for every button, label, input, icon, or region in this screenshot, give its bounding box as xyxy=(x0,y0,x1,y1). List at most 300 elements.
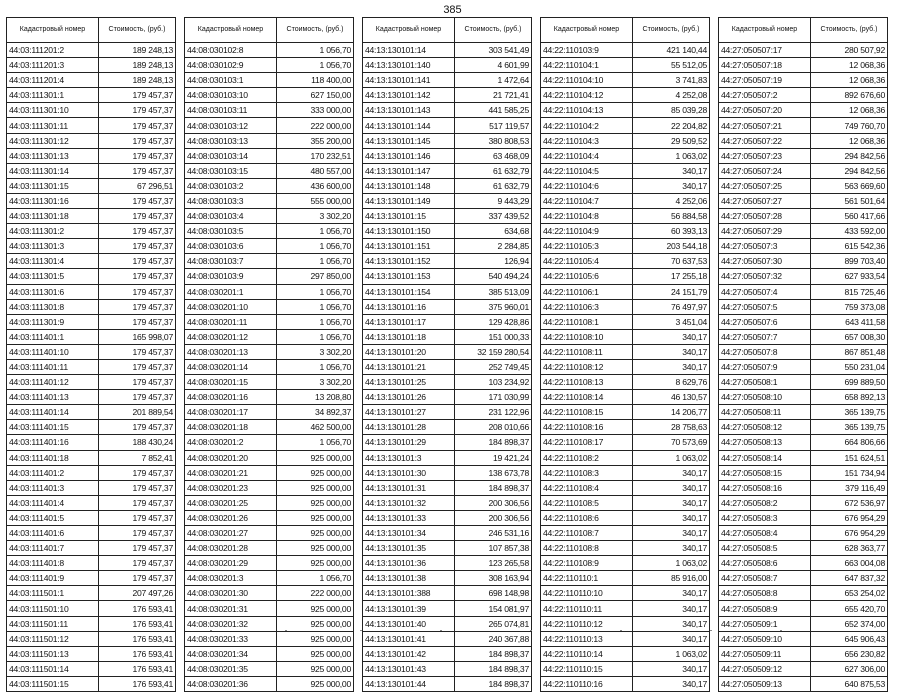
cadastral-number-cell: 44:22:110110:12 xyxy=(541,616,633,631)
cadastral-number-cell: 44:22:110105:6 xyxy=(541,269,633,284)
cadastral-number-cell: 44:27:050508:1 xyxy=(719,375,811,390)
cost-cell: 925 000,00 xyxy=(277,676,354,691)
table-row xyxy=(541,284,710,299)
table-row xyxy=(185,58,354,73)
table-row xyxy=(185,661,354,676)
cost-cell: 4 252,06 xyxy=(633,193,710,208)
cadastral-number-cell: 44:03:111301:12 xyxy=(7,133,99,148)
cost-cell: 925 000,00 xyxy=(277,480,354,495)
cadastral-number-cell: 44:03:111501:12 xyxy=(7,631,99,646)
cost-cell: 1 056,70 xyxy=(277,239,354,254)
cost-cell: 179 457,37 xyxy=(99,495,176,510)
cadastral-number-cell: 44:03:111201:2 xyxy=(7,43,99,58)
cadastral-number-cell: 44:22:110108:3 xyxy=(541,465,633,480)
table-row xyxy=(185,405,354,420)
cost-cell: 2 284,85 xyxy=(455,239,532,254)
cadastral-number-cell: 44:08:030103:5 xyxy=(185,224,277,239)
cadastral-number-cell: 44:08:030201:20 xyxy=(185,450,277,465)
cadastral-number-cell: 44:13:130101:43 xyxy=(363,661,455,676)
table-row xyxy=(7,465,176,480)
table-row xyxy=(363,88,532,103)
cadastral-number-cell: 44:27:050508:3 xyxy=(719,510,811,525)
cost-cell: 67 296,51 xyxy=(99,178,176,193)
table-row xyxy=(541,435,710,450)
cost-cell: 12 068,36 xyxy=(811,133,888,148)
cost-cell: 176 593,41 xyxy=(99,601,176,616)
cost-cell: 333 000,00 xyxy=(277,103,354,118)
cost-cell: 925 000,00 xyxy=(277,526,354,541)
cost-cell: 294 842,56 xyxy=(811,148,888,163)
cadastral-number-cell: 44:03:111401:7 xyxy=(7,541,99,556)
cost-cell: 749 760,70 xyxy=(811,118,888,133)
cadastral-number-cell: 44:08:030103:6 xyxy=(185,239,277,254)
table-row xyxy=(185,88,354,103)
cost-cell: 34 892,37 xyxy=(277,405,354,420)
cadastral-number-cell: 44:22:110108:17 xyxy=(541,435,633,450)
cost-cell: 28 758,63 xyxy=(633,420,710,435)
cadastral-number-cell: 44:22:110108:8 xyxy=(541,541,633,556)
table-row xyxy=(7,148,176,163)
cadastral-number-cell: 44:08:030103:11 xyxy=(185,103,277,118)
cost-cell: 655 420,70 xyxy=(811,601,888,616)
cadastral-number-cell: 44:08:030201:14 xyxy=(185,359,277,374)
table-row xyxy=(7,193,176,208)
cost-cell: 925 000,00 xyxy=(277,661,354,676)
table-row xyxy=(185,148,354,163)
table-row xyxy=(7,163,176,178)
cadastral-number-cell: 44:27:050507:9 xyxy=(719,359,811,374)
cadastral-number-cell: 44:27:050508:13 xyxy=(719,435,811,450)
table-row xyxy=(185,646,354,661)
cost-cell: 867 851,48 xyxy=(811,344,888,359)
cadastral-number-cell: 44:27:050507:5 xyxy=(719,299,811,314)
table-row xyxy=(719,541,888,556)
cost-cell: 480 557,00 xyxy=(277,163,354,178)
table-row xyxy=(719,556,888,571)
cost-cell: 1 056,70 xyxy=(277,254,354,269)
cadastral-number-cell: 44:08:030201:25 xyxy=(185,495,277,510)
table-row xyxy=(7,616,176,631)
cadastral-number-cell: 44:03:111301:13 xyxy=(7,148,99,163)
table-row xyxy=(719,299,888,314)
cadastral-number-cell: 44:22:110103:9 xyxy=(541,43,633,58)
cadastral-number-cell: 44:22:110108:6 xyxy=(541,510,633,525)
table-row xyxy=(541,465,710,480)
cadastral-number-cell: 44:22:110106:3 xyxy=(541,299,633,314)
table-row xyxy=(719,526,888,541)
table-row xyxy=(363,224,532,239)
table-header-row xyxy=(185,18,354,43)
table-row xyxy=(541,133,710,148)
cost-cell: 815 725,46 xyxy=(811,284,888,299)
table-row xyxy=(541,586,710,601)
table-row xyxy=(719,209,888,224)
cadastral-number-cell: 44:27:050507:3 xyxy=(719,239,811,254)
cadastral-number-cell: 44:22:110104:4 xyxy=(541,148,633,163)
cost-cell: 340,17 xyxy=(633,495,710,510)
cadastral-number-cell: 44:13:130101:39 xyxy=(363,601,455,616)
cadastre-table-1 xyxy=(6,17,176,692)
header-cost: Стоимость, (руб.) xyxy=(633,18,710,43)
cost-cell: 4 601,99 xyxy=(455,58,532,73)
cadastral-number-cell: 44:27:050509:11 xyxy=(719,646,811,661)
cost-cell: 433 592,00 xyxy=(811,224,888,239)
cost-cell: 656 230,82 xyxy=(811,646,888,661)
cadastral-number-cell: 44:08:030103:1 xyxy=(185,73,277,88)
cadastral-number-cell: 44:03:111301:10 xyxy=(7,103,99,118)
cost-cell: 647 837,32 xyxy=(811,571,888,586)
cost-cell: 925 000,00 xyxy=(277,556,354,571)
cadastral-number-cell: 44:13:130101:153 xyxy=(363,269,455,284)
table-row xyxy=(719,193,888,208)
cost-cell: 29 509,52 xyxy=(633,133,710,148)
cost-cell: 925 000,00 xyxy=(277,541,354,556)
cadastral-number-cell: 44:27:050508:15 xyxy=(719,465,811,480)
table-row xyxy=(541,103,710,118)
cadastral-number-cell: 44:03:111501:13 xyxy=(7,646,99,661)
table-row xyxy=(541,148,710,163)
cost-cell: 925 000,00 xyxy=(277,631,354,646)
table-row xyxy=(363,526,532,541)
header-cadastral-number: Кадастровый номер xyxy=(7,18,99,43)
table-row xyxy=(185,209,354,224)
cost-cell: 1 056,70 xyxy=(277,43,354,58)
cadastral-number-cell: 44:13:130101:17 xyxy=(363,314,455,329)
cadastral-number-cell: 44:13:130101:36 xyxy=(363,556,455,571)
table-row xyxy=(185,601,354,616)
table-row xyxy=(363,435,532,450)
table-row xyxy=(7,73,176,88)
cadastral-number-cell: 44:03:111401:13 xyxy=(7,390,99,405)
cadastral-number-cell: 44:22:110104:3 xyxy=(541,133,633,148)
table-row xyxy=(185,43,354,58)
cost-cell: 76 497,97 xyxy=(633,299,710,314)
cadastral-number-cell: 44:08:030201:26 xyxy=(185,510,277,525)
table-row xyxy=(7,435,176,450)
table-row xyxy=(185,118,354,133)
cadastral-number-cell: 44:13:130101:27 xyxy=(363,405,455,420)
cadastral-number-cell: 44:27:050507:2 xyxy=(719,88,811,103)
cadastral-number-cell: 44:27:050507:17 xyxy=(719,43,811,58)
cadastral-number-cell: 44:13:130101:151 xyxy=(363,239,455,254)
table-row xyxy=(541,571,710,586)
cost-cell: 179 457,37 xyxy=(99,88,176,103)
table-row xyxy=(363,375,532,390)
table-row xyxy=(7,526,176,541)
cost-cell: 189 248,13 xyxy=(99,58,176,73)
table-row xyxy=(719,495,888,510)
cost-cell: 208 010,66 xyxy=(455,420,532,435)
cadastral-number-cell: 44:22:110108:9 xyxy=(541,556,633,571)
cost-cell: 46 130,57 xyxy=(633,390,710,405)
table-row xyxy=(7,209,176,224)
cadastral-number-cell: 44:08:030103:10 xyxy=(185,88,277,103)
table-row xyxy=(541,209,710,224)
cost-cell: 222 000,00 xyxy=(277,586,354,601)
table-row xyxy=(719,405,888,420)
cadastral-number-cell: 44:08:030201:32 xyxy=(185,616,277,631)
cadastral-number-cell: 44:13:130101:34 xyxy=(363,526,455,541)
table-row xyxy=(363,571,532,586)
table-row xyxy=(363,269,532,284)
table-row xyxy=(7,375,176,390)
cost-cell: 179 457,37 xyxy=(99,224,176,239)
table-row xyxy=(363,58,532,73)
table-row xyxy=(541,541,710,556)
cost-cell: 176 593,41 xyxy=(99,676,176,691)
cost-cell: 179 457,37 xyxy=(99,193,176,208)
cadastral-number-cell: 44:27:050507:18 xyxy=(719,58,811,73)
cost-cell: 1 063,02 xyxy=(633,556,710,571)
cost-cell: 658 892,13 xyxy=(811,390,888,405)
header-cadastral-number: Кадастровый номер xyxy=(541,18,633,43)
cadastral-number-cell: 44:13:130101:3 xyxy=(363,450,455,465)
cadastral-number-cell: 44:27:050508:10 xyxy=(719,390,811,405)
cost-cell: 252 749,45 xyxy=(455,359,532,374)
cost-cell: 672 536,97 xyxy=(811,495,888,510)
table-row xyxy=(363,480,532,495)
cadastral-number-cell: 44:22:110104:2 xyxy=(541,118,633,133)
table-row xyxy=(363,495,532,510)
cost-cell: 340,17 xyxy=(633,676,710,691)
cost-cell: 179 457,37 xyxy=(99,163,176,178)
cost-cell: 61 632,79 xyxy=(455,178,532,193)
cost-cell: 379 116,49 xyxy=(811,480,888,495)
cost-cell: 200 306,56 xyxy=(455,510,532,525)
cadastral-number-cell: 44:03:111501:10 xyxy=(7,601,99,616)
table-row xyxy=(7,510,176,525)
cost-cell: 340,17 xyxy=(633,601,710,616)
cadastral-number-cell: 44:03:111301:9 xyxy=(7,314,99,329)
table-row xyxy=(363,299,532,314)
cadastral-number-cell: 44:22:110108:4 xyxy=(541,480,633,495)
table-row xyxy=(541,239,710,254)
cost-cell: 1 056,70 xyxy=(277,359,354,374)
cadastral-number-cell: 44:22:110108:12 xyxy=(541,359,633,374)
cadastral-number-cell: 44:27:050508:14 xyxy=(719,450,811,465)
cost-cell: 184 898,37 xyxy=(455,435,532,450)
table-row xyxy=(719,254,888,269)
table-row xyxy=(363,133,532,148)
cost-cell: 265 074,81 xyxy=(455,616,532,631)
cost-cell: 184 898,37 xyxy=(455,646,532,661)
table-row xyxy=(363,209,532,224)
cost-cell: 280 507,92 xyxy=(811,43,888,58)
cost-cell: 222 000,00 xyxy=(277,118,354,133)
cadastral-number-cell: 44:03:111501:14 xyxy=(7,661,99,676)
cadastral-number-cell: 44:13:130101:15 xyxy=(363,209,455,224)
cadastral-number-cell: 44:22:110108:14 xyxy=(541,390,633,405)
cadastral-number-cell: 44:08:030201:33 xyxy=(185,631,277,646)
cadastral-number-cell: 44:22:110105:4 xyxy=(541,254,633,269)
cost-cell: 184 898,37 xyxy=(455,676,532,691)
cadastral-number-cell: 44:22:110104:12 xyxy=(541,88,633,103)
table-row xyxy=(719,450,888,465)
cadastral-number-cell: 44:22:110110:10 xyxy=(541,586,633,601)
cost-cell: 189 248,13 xyxy=(99,73,176,88)
table-row xyxy=(541,224,710,239)
cost-cell: 550 231,04 xyxy=(811,359,888,374)
cost-cell: 555 000,00 xyxy=(277,193,354,208)
cost-cell: 303 541,49 xyxy=(455,43,532,58)
cost-cell: 385 513,09 xyxy=(455,284,532,299)
cadastral-number-cell: 44:03:111501:15 xyxy=(7,676,99,691)
cadastral-number-cell: 44:13:130101:154 xyxy=(363,284,455,299)
table-row xyxy=(541,329,710,344)
table-row xyxy=(719,133,888,148)
cost-cell: 337 439,52 xyxy=(455,209,532,224)
cadastral-number-cell: 44:13:130101:32 xyxy=(363,495,455,510)
table-row xyxy=(541,661,710,676)
header-cadastral-number: Кадастровый номер xyxy=(719,18,811,43)
cadastral-number-cell: 44:03:111301:15 xyxy=(7,178,99,193)
cadastral-number-cell: 44:22:110110:13 xyxy=(541,631,633,646)
cost-cell: 179 457,37 xyxy=(99,103,176,118)
cost-cell: 1 056,70 xyxy=(277,58,354,73)
table-row xyxy=(363,163,532,178)
cost-cell: 3 302,20 xyxy=(277,209,354,224)
cadastral-number-cell: 44:27:050507:21 xyxy=(719,118,811,133)
cost-cell: 12 068,36 xyxy=(811,103,888,118)
cost-cell: 365 139,75 xyxy=(811,420,888,435)
table-header-row xyxy=(7,18,176,43)
cost-cell: 925 000,00 xyxy=(277,495,354,510)
cost-cell: 61 632,79 xyxy=(455,163,532,178)
cost-cell: 375 960,01 xyxy=(455,299,532,314)
table-row xyxy=(719,390,888,405)
cadastral-number-cell: 44:27:050507:19 xyxy=(719,73,811,88)
cadastral-number-cell: 44:22:110108:11 xyxy=(541,344,633,359)
table-row xyxy=(541,178,710,193)
table-row xyxy=(7,661,176,676)
cadastral-number-cell: 44:22:110110:11 xyxy=(541,601,633,616)
table-row xyxy=(7,58,176,73)
cadastral-number-cell: 44:27:050507:25 xyxy=(719,178,811,193)
cadastral-number-cell: 44:13:130101:14 xyxy=(363,43,455,58)
cost-cell: 1 056,70 xyxy=(277,314,354,329)
cost-cell: 123 265,58 xyxy=(455,556,532,571)
cost-cell: 176 593,41 xyxy=(99,631,176,646)
cadastral-number-cell: 44:08:030201:30 xyxy=(185,586,277,601)
table-row xyxy=(719,616,888,631)
table-row xyxy=(7,480,176,495)
cost-cell: 340,17 xyxy=(633,465,710,480)
cost-cell: 184 898,37 xyxy=(455,480,532,495)
table-row xyxy=(7,420,176,435)
cadastral-number-cell: 44:03:111301:18 xyxy=(7,209,99,224)
cadastral-number-cell: 44:22:110110:16 xyxy=(541,676,633,691)
table-row xyxy=(363,661,532,676)
cadastral-number-cell: 44:27:050508:16 xyxy=(719,480,811,495)
cost-cell: 179 457,37 xyxy=(99,254,176,269)
table-row xyxy=(185,676,354,691)
table-row xyxy=(541,405,710,420)
cadastral-number-cell: 44:03:111401:5 xyxy=(7,510,99,525)
table-row xyxy=(7,269,176,284)
cadastral-number-cell: 44:03:111501:11 xyxy=(7,616,99,631)
table-row xyxy=(363,73,532,88)
cadastral-number-cell: 44:08:030201:29 xyxy=(185,556,277,571)
cadastral-number-cell: 44:13:130101:26 xyxy=(363,390,455,405)
cadastral-number-cell: 44:22:110110:15 xyxy=(541,661,633,676)
table-row xyxy=(7,601,176,616)
cost-cell: 340,17 xyxy=(633,329,710,344)
cadastral-number-cell: 44:27:050507:24 xyxy=(719,163,811,178)
cadastral-number-cell: 44:03:111301:1 xyxy=(7,88,99,103)
cadastral-number-cell: 44:08:030201:27 xyxy=(185,526,277,541)
cost-cell: 340,17 xyxy=(633,178,710,193)
cadastral-number-cell: 44:13:130101:44 xyxy=(363,676,455,691)
table-row xyxy=(185,254,354,269)
table-row xyxy=(541,58,710,73)
cost-cell: 107 857,38 xyxy=(455,541,532,556)
table-row xyxy=(541,73,710,88)
table-row xyxy=(185,571,354,586)
cadastral-number-cell: 44:22:110108:13 xyxy=(541,375,633,390)
cadastral-number-cell: 44:08:030103:2 xyxy=(185,178,277,193)
cadastral-number-cell: 44:08:030201:34 xyxy=(185,646,277,661)
cost-cell: 627 306,00 xyxy=(811,661,888,676)
table-row xyxy=(185,359,354,374)
cadastral-number-cell: 44:03:111301:14 xyxy=(7,163,99,178)
cadastral-number-cell: 44:13:130101:146 xyxy=(363,148,455,163)
header-cost: Стоимость, (руб.) xyxy=(277,18,354,43)
cadastral-number-cell: 44:22:110105:3 xyxy=(541,239,633,254)
cadastral-number-cell: 44:13:130101:42 xyxy=(363,646,455,661)
table-row xyxy=(719,601,888,616)
scan-specks xyxy=(200,630,800,634)
table-row xyxy=(363,405,532,420)
table-row xyxy=(363,178,532,193)
cost-cell: 118 400,00 xyxy=(277,73,354,88)
cadastral-number-cell: 44:08:030201:16 xyxy=(185,390,277,405)
table-row xyxy=(363,541,532,556)
table-row xyxy=(541,359,710,374)
table-row xyxy=(541,420,710,435)
cost-cell: 21 721,41 xyxy=(455,88,532,103)
table-row xyxy=(7,118,176,133)
table-row xyxy=(7,133,176,148)
cadastral-number-cell: 44:13:130101:150 xyxy=(363,224,455,239)
cost-cell: 1 056,70 xyxy=(277,571,354,586)
table-row xyxy=(719,269,888,284)
cost-cell: 653 254,02 xyxy=(811,586,888,601)
cadastral-number-cell: 44:03:111401:14 xyxy=(7,405,99,420)
table-row xyxy=(185,163,354,178)
table-row xyxy=(185,103,354,118)
cadastral-number-cell: 44:27:050507:7 xyxy=(719,329,811,344)
cost-cell: 103 234,92 xyxy=(455,375,532,390)
cadastral-number-cell: 44:08:030201:28 xyxy=(185,541,277,556)
cadastral-number-cell: 44:13:130101:20 xyxy=(363,344,455,359)
table-row xyxy=(719,118,888,133)
cadastral-number-cell: 44:08:030201:12 xyxy=(185,329,277,344)
cadastral-number-cell: 44:08:030201:15 xyxy=(185,375,277,390)
cost-cell: 645 906,43 xyxy=(811,631,888,646)
cost-cell: 340,17 xyxy=(633,480,710,495)
cost-cell: 892 676,60 xyxy=(811,88,888,103)
cost-cell: 17 255,18 xyxy=(633,269,710,284)
cadastral-number-cell: 44:08:030201:2 xyxy=(185,435,277,450)
cost-cell: 63 468,09 xyxy=(455,148,532,163)
table-row xyxy=(185,390,354,405)
table-row xyxy=(185,450,354,465)
table-row xyxy=(7,314,176,329)
cost-cell: 355 200,00 xyxy=(277,133,354,148)
cost-cell: 340,17 xyxy=(633,631,710,646)
cadastral-number-cell: 44:27:050508:8 xyxy=(719,586,811,601)
cadastral-number-cell: 44:27:050507:22 xyxy=(719,133,811,148)
